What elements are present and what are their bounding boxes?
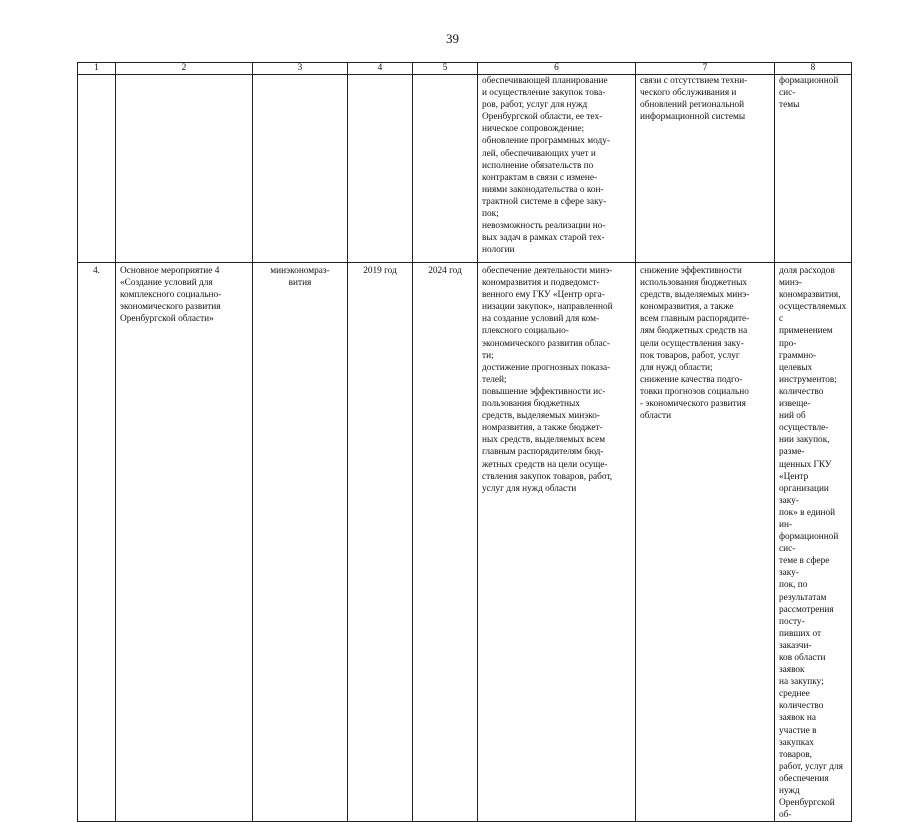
- column-header: 3: [253, 63, 348, 75]
- column-header: 7: [636, 63, 775, 75]
- measure-name-cell: Основное мероприятие 4 «Создание условий для комплексного социально- экономического развития Оренбургской области»: [116, 263, 253, 822]
- column-number-row: [78, 63, 852, 75]
- column-header: 4: [348, 63, 413, 75]
- program-measures-table: [77, 62, 852, 822]
- end-year-cell: 2024 год: [413, 263, 478, 822]
- row-number-cell: [78, 75, 116, 263]
- page-number: 39: [446, 31, 459, 46]
- column-header: 1: [78, 63, 116, 75]
- table-row: [78, 75, 852, 263]
- consequences-cell: снижение эффективности использования бюджетных средств, выделяемых минэ- кономразвития, а также всем главным распорядите- лям бюджетных средств на цели осуществления заку- пок товаров, работ, услуг для нужд области; снижение качества подго- товки прогнозов социально - экономического развития области: [636, 263, 775, 822]
- row-number-cell: 4.: [78, 263, 116, 822]
- end-year-cell: [413, 75, 478, 263]
- table-row: [78, 263, 852, 822]
- start-year-cell: [348, 75, 413, 263]
- column-header: 8: [775, 63, 852, 75]
- column-header: 5: [413, 63, 478, 75]
- executor-cell: минэкономраз- вития: [253, 263, 348, 822]
- expected-result-cell: обеспечение деятельности минэ- кономразвития и подведомст- венного ему ГКУ «Центр орга- низации закупок», направленной на создание условий для ком- плексного социально- экономического развития облас- ти; достижение прогнозных показа- телей; повышение эффективности ис- пользования бюджетных средств, выделяемых минэко- номразвития, а также бюджет- ных средств, выделяемых всем главным распорядителям бюд- жетных средств на цели осуще- ствления закупок товаров, работ, услуг для нужд области: [478, 263, 636, 822]
- column-header: 2: [116, 63, 253, 75]
- indicators-cell: доля расходов минэ- кономразвития, осуществляемых с применением про- граммно-целевых инструментов; количество извеще- ний об осуществле- нии закупок, разме- щенных ГКУ «Центр организации заку- пок» в единой ин- формационной сис- теме в сфере заку- пок, по результатам рассмотрения посту- пивших от заказчи- ков области заявок на закупку; среднее количество заявок на участие в закупках товаров, работ, услуг для обеспечения нужд Оренбургской об-: [775, 263, 852, 822]
- start-year-cell: 2019 год: [348, 263, 413, 822]
- consequences-cell: связи с отсутствием техни- ческого обслуживания и обновлений региональной информационной системы: [636, 75, 775, 263]
- measure-name-cell: [116, 75, 253, 263]
- executor-cell: [253, 75, 348, 263]
- indicators-cell: формационной сис- темы: [775, 75, 852, 263]
- expected-result-cell: обеспечивающей планирование и осуществление закупок това- ров, работ, услуг для нужд Оренбургской области, ее тех- ническое сопровождение; обновление программных моду- лей, обеспечивающих учет и исполнение обязательств по контрактам в связи с измене- ниями законодательства о кон- трактной системе в сфере заку- пок; невозможность реализации но- вых задач в рамках старой тех- нологии: [478, 75, 636, 263]
- column-header: 6: [478, 63, 636, 75]
